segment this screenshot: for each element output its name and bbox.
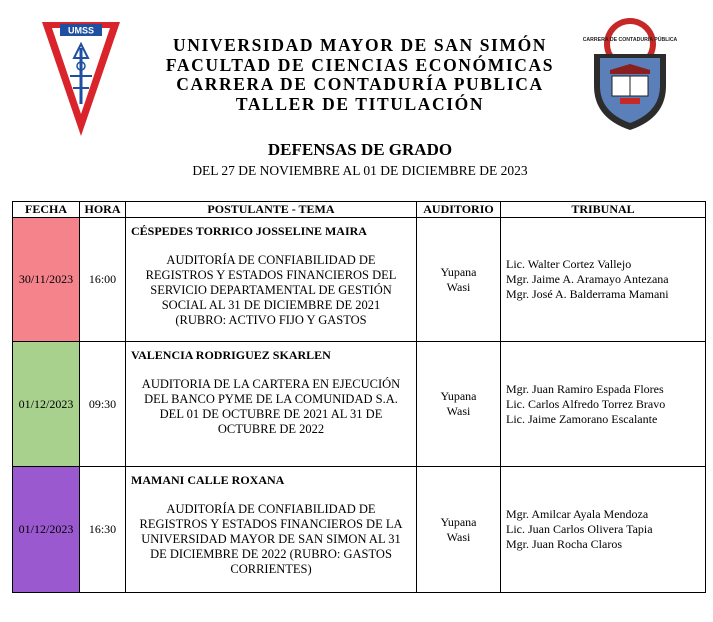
postulante-cell bbox=[126, 342, 417, 467]
postulante-name: VALENCIA RODRIGUEZ SKARLEN bbox=[131, 348, 331, 362]
tema-line: DE DICIEMBRE DE 2022 (RUBRO: GASTOS bbox=[150, 547, 392, 561]
auditorio-line: Yupana bbox=[440, 514, 477, 529]
workshop-name: TALLER DE TITULACIÓN bbox=[235, 93, 485, 114]
auditorio-line: Yupana bbox=[440, 389, 477, 403]
hora-cell: 16:30 bbox=[80, 467, 126, 593]
tribunal-member: Lic. Juan Carlos Olivera Tapia bbox=[506, 522, 653, 536]
tema-text bbox=[131, 502, 411, 577]
table-row bbox=[13, 218, 706, 342]
auditorio-line: Yupana bbox=[440, 264, 477, 279]
tema-line: REGISTROS Y ESTADOS FINANCIEROS DE LA bbox=[139, 517, 403, 531]
table-row bbox=[13, 467, 706, 593]
tema-line: AUDITORIA DE LA CARTERA EN EJECUCIÓN bbox=[141, 377, 401, 391]
tema-line: UNIVERSIDAD MAYOR DE SAN SIMON AL 31 bbox=[141, 532, 401, 546]
auditorio-cell bbox=[417, 342, 501, 467]
postulante-name: MAMANI CALLE ROXANA bbox=[131, 473, 285, 487]
auditorio-cell bbox=[417, 218, 501, 342]
tema-line: DEL BANCO PYME DE LA COMUNIDAD S.A. bbox=[144, 392, 398, 406]
tribunal-member: Mgr. Juan Ramiro Espada Flores bbox=[506, 381, 664, 396]
date-range: DEL 27 DE NOVIEMBRE AL 01 DE DICIEMBRE DE 2023 bbox=[192, 163, 528, 178]
tribunal-cell bbox=[501, 218, 706, 342]
tribunal-member: Lic. Walter Cortez Vallejo bbox=[506, 257, 632, 271]
postulante-name: CÉSPEDES TORRICO JOSSELINE MAIRA bbox=[131, 224, 367, 238]
column-header-postulante: POSTULANTE - TEMA bbox=[126, 202, 417, 218]
tema-text bbox=[131, 377, 411, 437]
contaduria-logo bbox=[580, 14, 680, 132]
tribunal-cell bbox=[501, 342, 706, 467]
auditorio-cell bbox=[417, 467, 501, 593]
tema-line: AUDITORÍA DE CONFIABILIDAD DE bbox=[166, 502, 376, 516]
university-name: UNIVERSIDAD MAYOR DE SAN SIMÓN bbox=[172, 35, 548, 55]
tema-line: SOCIAL AL 31 DE DICIEMBRE DE 2021 bbox=[161, 298, 381, 312]
tema-line: SERVICIO DEPARTAMENTAL DE GESTIÓN bbox=[150, 283, 392, 297]
auditorio-line: Wasi bbox=[446, 404, 471, 418]
table-header-row bbox=[13, 202, 706, 218]
career-name: CARRERA DE CONTADURÍA PUBLICA bbox=[176, 74, 544, 94]
fecha-cell: 01/12/2023 bbox=[13, 342, 80, 467]
tema-line: AUDITORÍA DE CONFIABILIDAD DE bbox=[166, 253, 376, 267]
auditorio-line: Wasi bbox=[446, 529, 471, 544]
fecha-cell: 01/12/2023 bbox=[13, 467, 80, 593]
hora-cell: 09:30 bbox=[80, 342, 126, 467]
table-row bbox=[13, 342, 706, 467]
tema-line: (RUBRO: ACTIVO FIJO Y GASTOS bbox=[175, 313, 367, 327]
tribunal-member: Lic. Carlos Alfredo Torrez Bravo bbox=[506, 396, 666, 411]
document-title: DEFENSAS DE GRADO bbox=[267, 140, 453, 159]
umss-logo bbox=[40, 18, 122, 138]
postulante-cell bbox=[126, 218, 417, 342]
tribunal-member: Mgr. José A. Balderrama Mamani bbox=[506, 287, 669, 301]
svg-text:UMSS: UMSS bbox=[67, 25, 95, 36]
institution-header bbox=[130, 36, 590, 114]
postulante-cell bbox=[126, 467, 417, 593]
hora-cell: 16:00 bbox=[80, 218, 126, 342]
tema-line: OCTUBRE DE 2022 bbox=[217, 422, 325, 436]
tema-line: CORRIENTES) bbox=[230, 562, 312, 576]
column-header-auditorio: AUDITORIO bbox=[417, 202, 501, 218]
tribunal-member: Lic. Jaime Zamorano Escalante bbox=[506, 411, 658, 426]
tribunal-member: Mgr. Juan Rocha Claros bbox=[506, 537, 622, 551]
faculty-name: FACULTAD DE CIENCIAS ECONÓMICAS bbox=[165, 54, 555, 75]
defense-schedule-table bbox=[12, 201, 706, 593]
svg-text:CARRERA DE CONTADURÍA PÚBLICA: CARRERA DE CONTADURÍA PÚBLICA bbox=[582, 37, 678, 43]
tema-line: REGISTROS Y ESTADOS FINANCIEROS DEL bbox=[145, 268, 397, 282]
column-header-hora: HORA bbox=[80, 202, 126, 218]
tema-line: DEL 01 DE OCTUBRE DE 2021 AL 31 DE bbox=[159, 407, 383, 421]
tema-text bbox=[131, 253, 411, 328]
column-header-tribunal: TRIBUNAL bbox=[501, 202, 706, 218]
tribunal-member: Mgr. Amilcar Ayala Mendoza bbox=[506, 507, 649, 521]
tribunal-member: Mgr. Jaime A. Aramayo Antezana bbox=[506, 272, 669, 286]
auditorio-line: Wasi bbox=[446, 279, 471, 294]
tribunal-cell bbox=[501, 467, 706, 593]
column-header-fecha: FECHA bbox=[13, 202, 80, 218]
fecha-cell: 30/11/2023 bbox=[13, 218, 80, 342]
